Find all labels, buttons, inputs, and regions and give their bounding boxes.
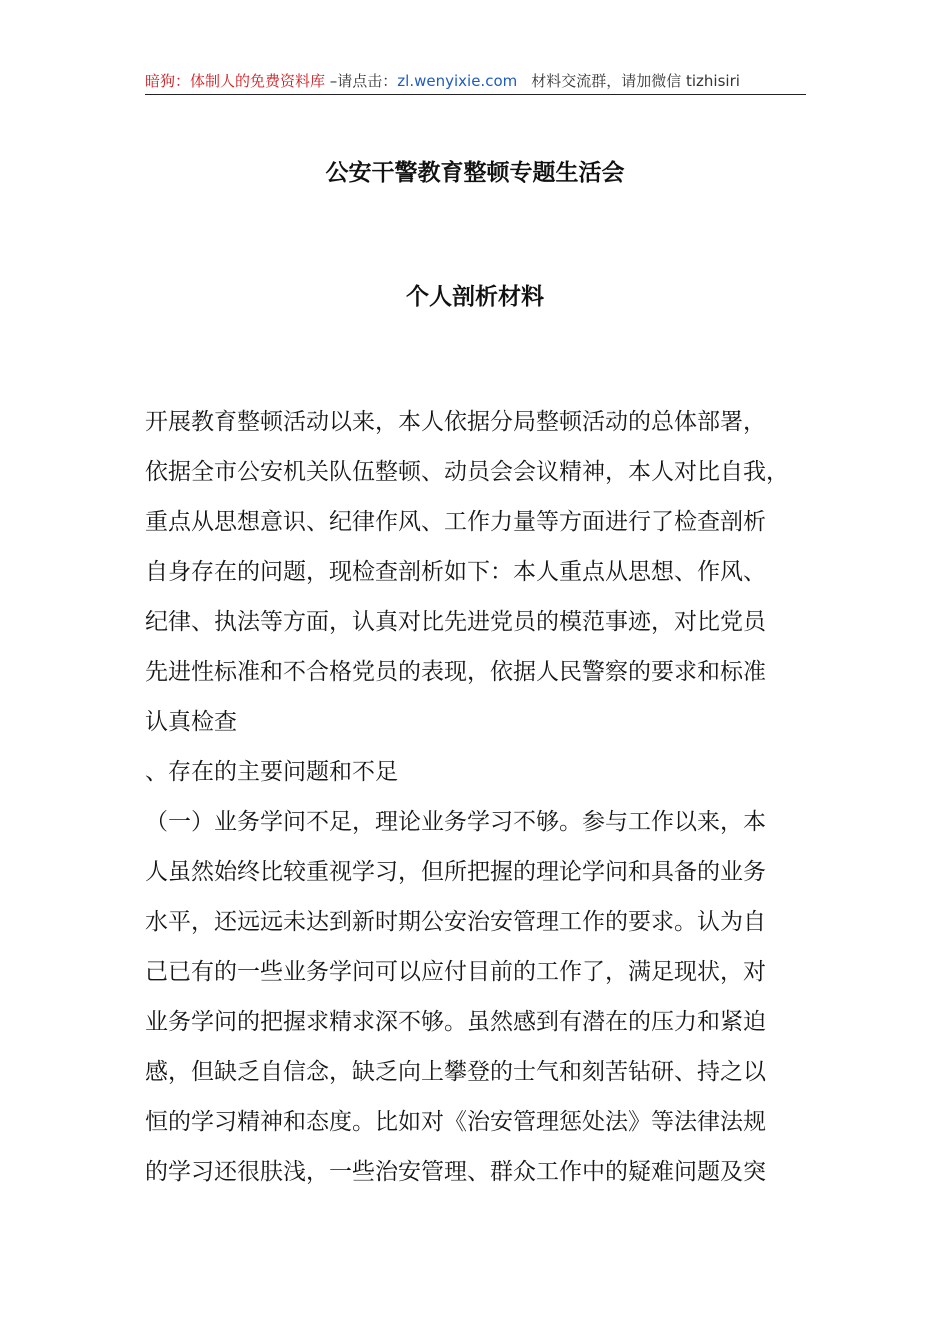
header-brand: 暗狗：体制人的免费资料库 (145, 72, 326, 90)
body-line: 先进性标准和不合格党员的表现，依据人民警察的要求和标准 (145, 659, 766, 685)
document-subtitle: 个人剖析材料 (406, 284, 544, 310)
body-line: 的学习还很肤浅，一些治安管理、群众工作中的疑难问题及突 (145, 1159, 766, 1185)
body-line: 纪律、执法等方面，认真对比先进党员的模范事迹，对比党员 (145, 609, 766, 635)
body-line: 己已有的一些业务学问可以应付目前的工作了，满足现状，对 (145, 959, 766, 985)
header-link[interactable]: zl.wenyixie.com (397, 72, 518, 90)
document-title: 公安干警教育整顿专题生活会 (325, 160, 625, 186)
body-line: 感，但缺乏自信念，缺乏向上攀登的士气和刻苦钻研、持之以 (145, 1059, 766, 1085)
body-line: （一）业务学问不足，理论业务学习不够。参与工作以来，本 (145, 809, 766, 835)
body-line: 开展教育整顿活动以来，本人依据分局整顿活动的总体部署， (145, 409, 766, 435)
header-note: 材料交流群，请加微信 tizhisiri (531, 72, 740, 90)
body-line: 重点从思想意识、纪律作风、工作力量等方面进行了检查剖析 (145, 509, 766, 535)
page-header (145, 70, 806, 95)
document-body (145, 397, 815, 1197)
body-line: 依据全市公安机关队伍整顿、动员会会议精神，本人对比自我， (145, 459, 789, 485)
body-line: 认真检查 (145, 709, 237, 735)
body-line: 业务学问的把握求精求深不够。虽然感到有潜在的压力和紧迫 (145, 1009, 766, 1035)
body-line: 人虽然始终比较重视学习，但所把握的理论学问和具备的业务 (145, 859, 766, 885)
body-line: 水平，还远远未达到新时期公安治安管理工作的要求。认为自 (145, 909, 766, 935)
section-heading: 、存在的主要问题和不足 (145, 759, 398, 785)
header-separator: –请点击： (325, 72, 398, 90)
body-line: 自身存在的问题，现检查剖析如下：本人重点从思想、作风、 (145, 559, 766, 585)
body-line: 恒的学习精神和态度。比如对《治安管理惩处法》等法律法规 (145, 1109, 766, 1135)
